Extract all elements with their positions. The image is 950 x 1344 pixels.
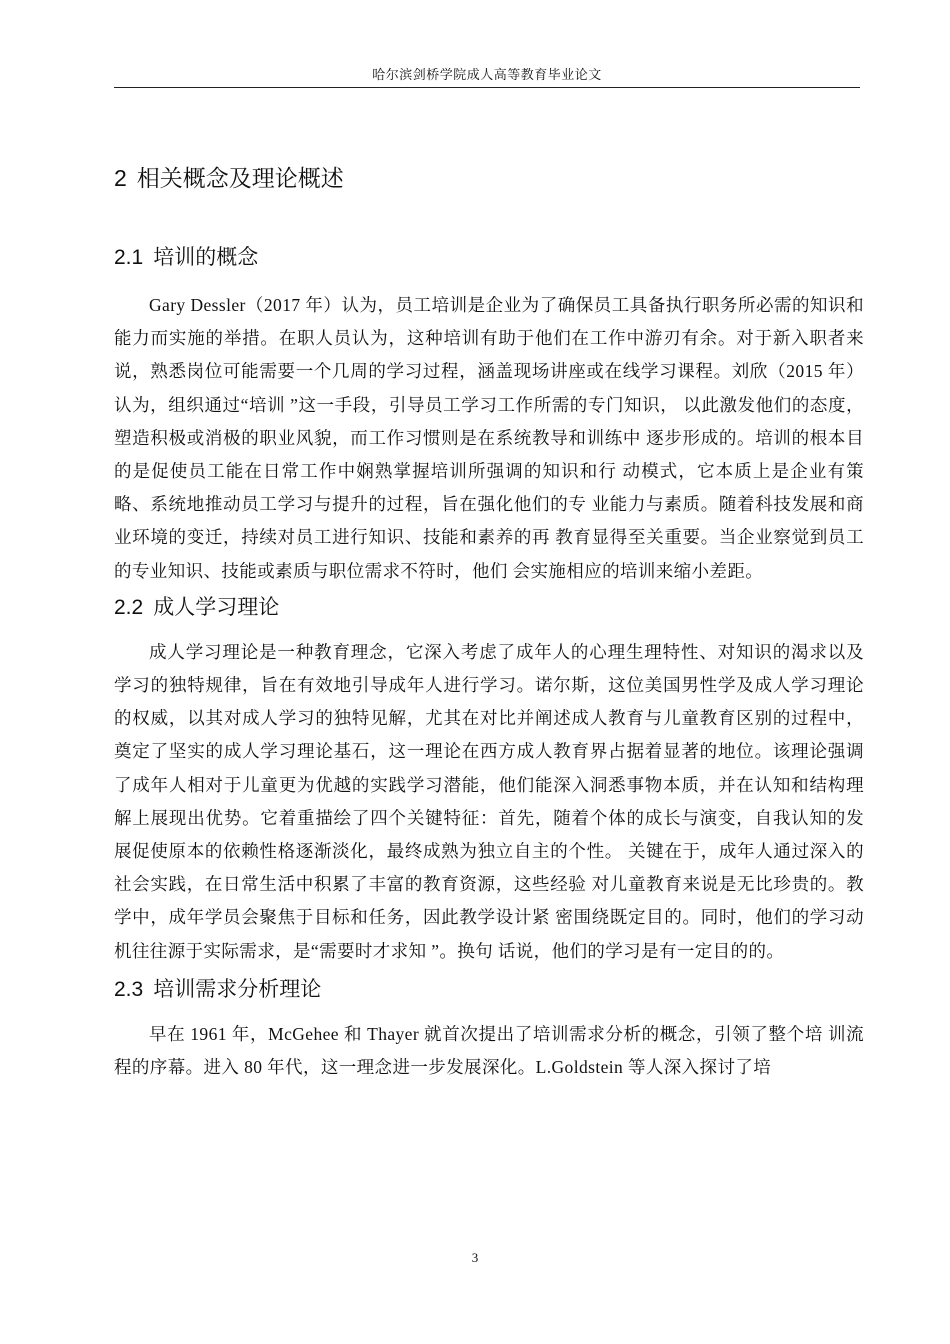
section-title-text: 成人学习理论	[153, 595, 280, 619]
running-header: 哈尔滨剑桥学院成人高等教育毕业论文	[372, 67, 602, 82]
section-heading-2-2	[114, 592, 864, 624]
paragraph-needs-analysis: 早在 1961 年，McGehee 和 Thayer 就首次提出了培训需求分析的概念，引领了整个培 训流程的序幕。进入 80 年代，这一理念进一步发展深化。L.Goldstein 等人深入探讨了培	[114, 1023, 864, 1078]
section-number: 2.2	[114, 595, 144, 619]
paragraph-training-concept: Gary Dessler（2017 年）认为，员工培训是企业为了确保员工具备执行职务所必需的知识和能力而实施的举措。在职人员认为，这种培训有助于他们在工作中游刃有余。对于新入职者来说，熟悉岗位可能需要一个几周的学习过程，涵盖现场讲座或在线学习课程。刘欣（2015 年）认为，组织通过“培训 ”这一手段，引导员工学习工作所需的专门知识， 以此激发他们的态度，塑造积极或消极的职业风貌，而工作习惯则是在系统教导和训练中 逐步形成的。培训的根本目的是促使员工能在日常工作中娴熟掌握培训所强调的知识和行 动模式，它本质上是企业有策略、系统地推动员工学习与提升的过程，旨在强化他们的专 业能力与素质。随着科技发展和商业环境的变迁，持续对员工进行知识、技能和素养的再 教育显得至关重要。当企业察觉到员工的专业知识、技能或素质与职位需求不符时，他们 会实施相应的培训来缩小差距。	[114, 295, 864, 581]
section-heading-2-1	[114, 242, 864, 274]
chapter-heading	[114, 160, 864, 196]
section-title-text: 培训需求分析理论	[153, 977, 322, 1001]
page-number: 3	[471, 1250, 479, 1265]
section-heading-2-3	[114, 974, 864, 1006]
section-number: 2.1	[114, 246, 144, 269]
page-body	[114, 160, 864, 1084]
header-divider	[114, 87, 860, 88]
paragraph-adult-learning: 成人学习理论是一种教育理念，它深入考虑了成年人的心理生理特性、对知识的渴求以及学习的独特规律，旨在有效地引导成年人进行学习。诺尔斯，这位美国男性学及成人学习理论的权威，以其对成人学习的独特见解，尤其在对比并阐述成人教育与儿童教育区别的过程中，奠定了坚实的成人学习理论基石，这一理论在西方成人教育界占据着显著的地位。该理论强调了成年人相对于儿童更为优越的实践学习潜能，他们能深入洞悉事物本质，并在认知和结构理解上展现出优势。它着重描绘了四个关键特征：首先，随着个体的成长与演变，自我认知的发展促使原本的依赖性格逐渐淡化，最终成熟为独立自主的个性。 关键在于，成年人通过深入的社会实践，在日常生活中积累了丰富的教育资源，这些经验 对儿童教育来说是无比珍贵的。教学中，成年学员会聚焦于目标和任务，因此教学设计紧 密围绕既定目的。同时，他们的学习动机往往源于实际需求，是“需要时才求知 ”。换句 话说，他们的学习是有一定目的的。	[114, 641, 864, 961]
section-title-text: 培训的概念	[153, 246, 259, 269]
chapter-number: 2	[114, 165, 127, 191]
chapter-title-text: 相关概念及理论概述	[136, 165, 344, 191]
section-number: 2.3	[114, 977, 144, 1001]
